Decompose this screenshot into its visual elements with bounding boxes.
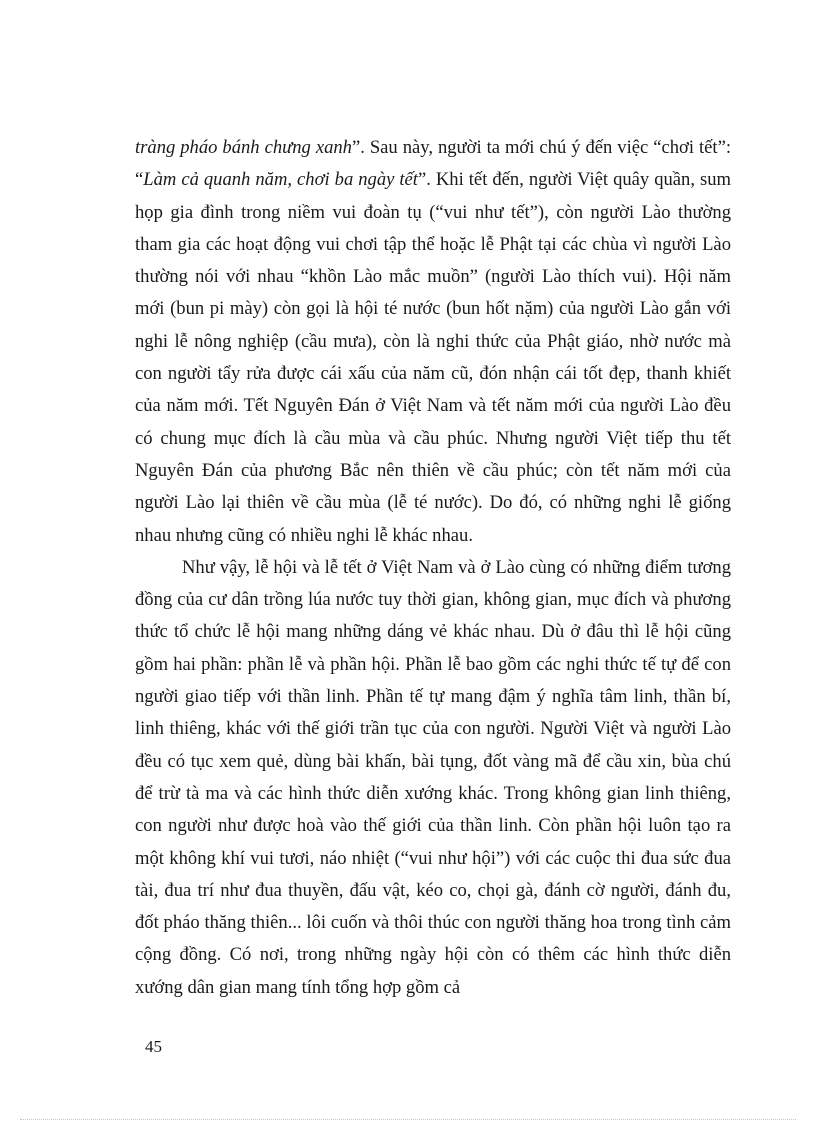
paragraph-1 <box>135 132 731 552</box>
body-text <box>135 132 731 1004</box>
paragraph-2: Như vậy, lễ hội và lễ tết ở Việt Nam và ở Lào cùng có những điểm tương đồng của cư dân trồng lúa nước tuy thời gian, không gian, mục đích và phương thức tổ chức lễ hội mang những dáng vẻ khác nhau. Dù ở đâu thì lễ hội cũng gồm hai phần: phần lễ và phần hội. Phần lễ bao gồm các nghi thức tế tự để con người giao tiếp với thần linh. Phần tế tự mang đậm ý nghĩa tâm linh, thần bí, linh thiêng, khác với thế giới trần tục của con người. Người Việt và người Lào đều có tục xem quẻ, dùng bài khấn, bài tụng, đốt vàng mã để cầu xin, bùa chú để trừ tà ma và các hình thức diễn xướng khác. Trong không gian linh thiêng, con người như được hoà vào thế giới của thần linh. Còn phần hội luôn tạo ra một không khí vui tươi, náo nhiệt (“vui như hội”) với các cuộc thi đua sức đua tài, đua trí như đua thuyền, đấu vật, kéo co, chọi gà, đánh cờ người, đánh đu, đốt pháo thăng thiên... lôi cuốn và thôi thúc con người thăng hoa trong tình cảm cộng đồng. Có nơi, trong những ngày hội còn có thêm các hình thức diễn xướng dân gian mang tính tổng hợp gồm cả <box>135 556 731 998</box>
italic-quote-1: tràng pháo bánh chưng xanh <box>135 137 352 158</box>
paragraph-1-text-a: ”. Sau này, người ta mới chú ý đến việc “chơi tết”: “ <box>135 137 731 191</box>
footer-divider <box>20 1119 796 1120</box>
italic-quote-2: Làm cả quanh năm, chơi ba ngày tết <box>143 169 418 191</box>
page-number: 45 <box>145 1037 162 1056</box>
paragraph-1-text-b: ”. Khi tết đến, người Việt quây quần, sum họp gia đình trong niềm vui đoàn tụ (“vui như tết”), còn người Lào thường tham gia các hoạt động vui chơi tập thể hoặc lễ Phật tại các chùa vì người Lào thường nói với nhau “khồn Lào mắc muồn” (người Lào thích vui). Hội năm mới (bun pi mày) còn gọi là hội té nước (bun hốt nặm) của người Lào gắn với nghi lễ nông nghiệp (cầu mưa), còn là nghi thức của Phật giáo, nhờ nước mà con người tẩy rửa được cái xấu của năm cũ, đón nhận cái tốt đẹp, thanh khiết của năm mới. Tết Nguyên Đán ở Việt Nam và tết năm mới của người Lào đều có chung mục đích là cầu mùa và cầu phúc. Nhưng người Việt tiếp thu tết Nguyên Đán của phương Bắc nên thiên về cầu phúc; còn tết năm mới của người Lào lại thiên về cầu mùa (lễ té nước). Do đó, có những nghi lễ giống nhau nhưng cũng có nhiều nghi lễ khác nhau. <box>135 169 731 546</box>
